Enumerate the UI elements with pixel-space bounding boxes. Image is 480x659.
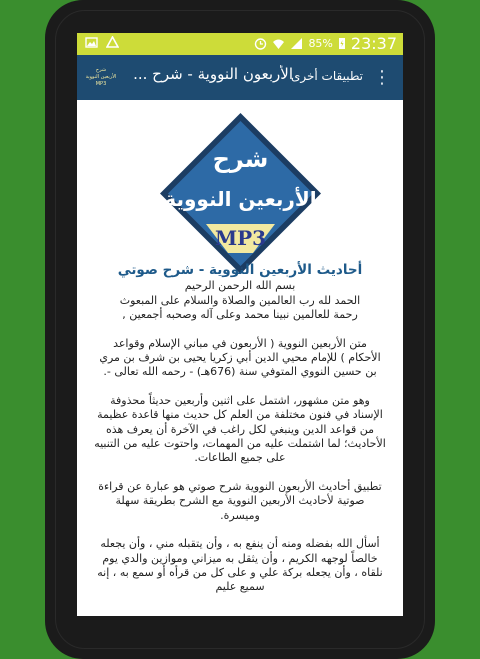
line: الأحكام ) للإمام محيي الدين أبي زكريا يحيى بن شرف بن مري (99, 351, 381, 365)
battery-charging-icon (338, 37, 346, 50)
cover-title-line1: شرح (212, 145, 269, 173)
line: تطبيق أحاديث الأربعون النووية شرح صوتي هو عبارة عن قراءة (98, 479, 382, 493)
line: سميع عليم (215, 580, 265, 594)
line: رحمة للعالمين نبينا محمد وعلى آله وصحبه أجمعين , (122, 308, 358, 322)
line: وهو متن مشهور، اشتمل على اثنين وأربعين حديثاً محذوفة (110, 393, 370, 407)
paragraph-book (85, 337, 395, 380)
wifi-icon (272, 37, 285, 50)
cover-image (158, 111, 323, 276)
app-toolbar (77, 55, 403, 100)
line: بن حسين النووي المتوفي سنة (676هـ) - رحمه الله تعالى -. (103, 365, 377, 379)
paragraph-dua (85, 537, 395, 595)
paragraph-intro (85, 279, 395, 322)
line: صوتية لأحاديث الأربعين النووية مع الشرح بطريقة سهلة (115, 494, 365, 508)
screen (77, 33, 403, 616)
logo-line-3: MP3 (95, 80, 107, 87)
line: الإسناد في فنون مختلفة من العلم كل حديث منها قاعدة عظيمة (97, 408, 383, 422)
alarm-icon (254, 37, 267, 50)
clock: 23:37 (350, 34, 397, 53)
line: الأحاديث؛ لما اشتملت عليه من المهمات، واحتوت عليه من التنبيه (94, 437, 386, 451)
line: وميسرة. (220, 508, 260, 522)
line: خالصاً لوجهه الكريم ، وأن يثقل به ميزاني وموازين والدي يوم (102, 551, 378, 565)
line: متن الأربعين النووية ( الأربعون في مباني الإسلام وقواعد (113, 336, 367, 350)
signal-icon (290, 37, 303, 50)
status-bar (77, 33, 403, 55)
line: أسأل الله بفضله ومنه أن ينفع به ، وأن يتقبله مني ، وأن يجعله (100, 537, 380, 551)
description (85, 263, 395, 609)
paragraph-description (85, 394, 395, 466)
battery-percent: 85% (308, 37, 333, 50)
image-icon (85, 36, 98, 49)
app-title: الأربعون النووية - شرح ... (133, 65, 293, 83)
line: بسم الله الرحمن الرحيم (184, 279, 296, 293)
drive-icon (106, 36, 119, 49)
cover-title-line2: الأربعين النووية (164, 187, 317, 211)
line: من قواعد الدين وينبغي لكل راغب في الآخرة أن يعرف هذه (105, 422, 375, 436)
line: على جميع الطاعات. (194, 451, 286, 465)
more-vert-icon[interactable]: ⋮ (373, 67, 391, 88)
logo-line-1: شرح (95, 66, 107, 73)
paragraph-app (85, 480, 395, 523)
content-heading: أحاديث الأربعين النووية - شرح صوتي (117, 262, 363, 278)
line: نلقاه ، وأن يجعله بركة علي و على كل من قرأه أو سمع به ، إنه (97, 565, 383, 579)
logo-line-2: الأربعين النووية (85, 73, 117, 80)
line: الحمد لله رب العالمين والصلاة والسلام على المبعوث (119, 293, 361, 307)
app-logo[interactable] (83, 59, 119, 95)
other-apps-button[interactable]: تطبيقات أخرى (290, 69, 363, 83)
cover-mp3: MP3 (214, 226, 267, 250)
